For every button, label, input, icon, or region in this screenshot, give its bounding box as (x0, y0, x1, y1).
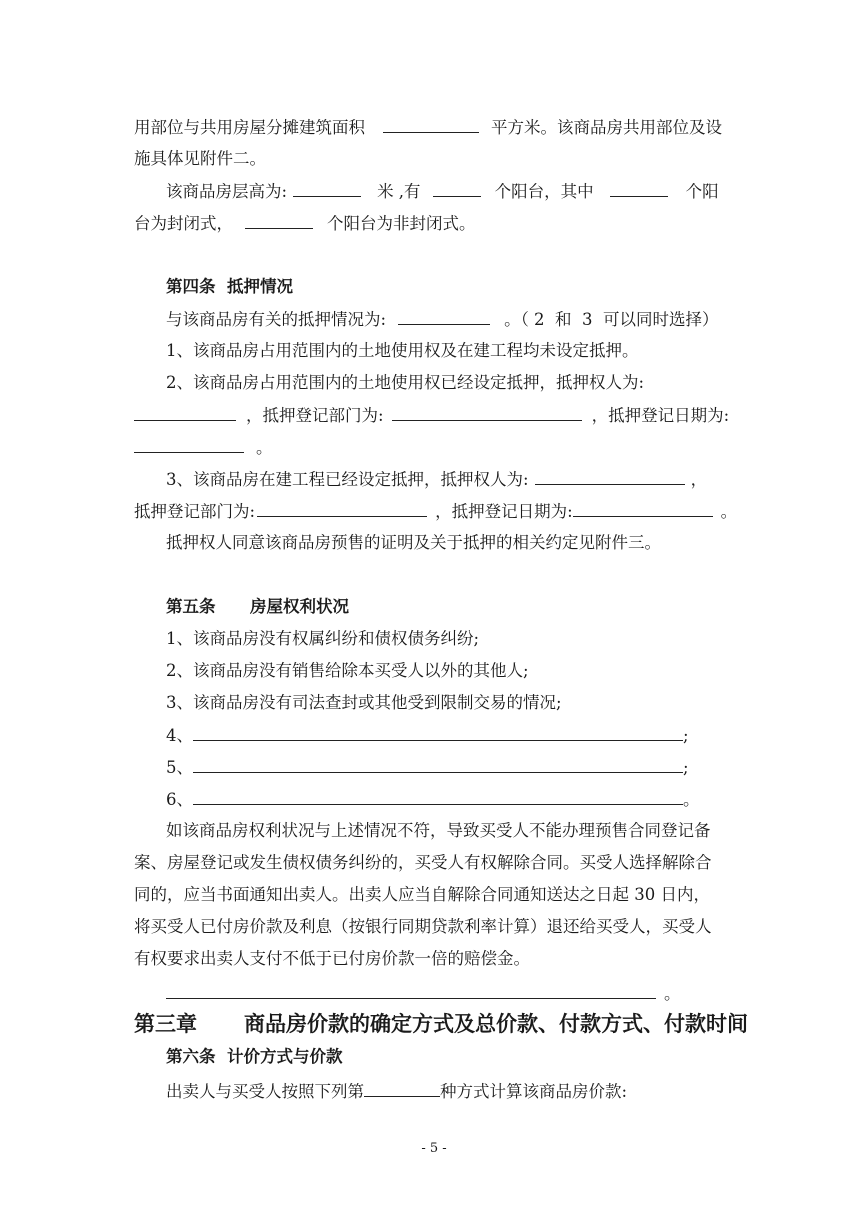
text: ; (683, 758, 689, 777)
article-4-item-2-cont (134, 404, 729, 426)
blank-pricing-method[interactable] (364, 1080, 440, 1097)
text: 第六条 计价方式与价款 (166, 1047, 343, 1066)
text: 个阳台，其中 (494, 182, 594, 201)
blank-shared-area[interactable] (383, 116, 479, 133)
text: 如该商品房权利状况与上述情况不符，导致买受人不能办理预售合同登记备 (166, 821, 711, 840)
text: 1、该商品房没有权属纠纷和债权债务纠纷; (166, 629, 480, 648)
article-5-extra-line (166, 982, 681, 1004)
text: 第四条 抵押情况 (166, 277, 293, 296)
text: 用部位与共用房屋分摊建筑面积 (134, 118, 365, 137)
blank-item-4[interactable] (193, 724, 683, 741)
chapter-3-label (134, 1010, 197, 1038)
article-5-item-2 (166, 660, 529, 682)
text: 个阳台为非封闭式。 (327, 214, 476, 233)
text: 抵押权人同意该商品房预售的证明及关于抵押的相关约定见附件三。 (166, 533, 661, 552)
text: 抵押登记部门为: (134, 502, 256, 521)
article-5-item-1 (166, 628, 479, 650)
text: 2、该商品房占用范围内的土地使用权已经设定抵押，抵押权人为: (166, 373, 645, 392)
text: 第五条 房屋权利状况 (166, 597, 349, 616)
text: 6、 (166, 790, 193, 809)
blank-mortgagee-3[interactable] (535, 468, 685, 485)
blank-balcony-count[interactable] (433, 180, 481, 197)
text: 商品房价款的确定方式及总价款、付款方式、付款时间 (244, 1011, 748, 1036)
text: ，抵押登记日期为: (591, 406, 730, 425)
blank-registration-dept-2[interactable] (392, 404, 582, 421)
text: 平方米。该商品房共用部位及设 (491, 118, 722, 137)
article-6-line (166, 1080, 627, 1102)
article-5-para-line-5 (134, 948, 530, 970)
text: 第三章 (134, 1011, 197, 1036)
text: 4、 (166, 726, 193, 745)
text: 台为封闭式， (134, 214, 233, 233)
blank-registration-date-3[interactable] (573, 500, 713, 517)
text: 3、该商品房在建工程已经设定抵押，抵押权人为: (166, 470, 529, 489)
article-4-item-2 (166, 372, 644, 394)
text: ， (690, 470, 708, 489)
article-4-item-3-cont (134, 500, 737, 522)
text: 出卖人与买受人按照下列第 (166, 1082, 364, 1101)
article-5-item-6 (166, 788, 700, 810)
blank-item-6[interactable] (193, 788, 683, 805)
article-5-para-line-4 (134, 916, 712, 938)
article-4-note (166, 532, 661, 554)
article-5-para-line-2 (134, 852, 712, 874)
text: ，抵押登记部门为: (246, 406, 384, 425)
blank-floor-height[interactable] (293, 180, 361, 197)
article-5-item-5 (166, 756, 689, 778)
blank-mortgage-status[interactable] (398, 308, 490, 325)
article-4-item-3 (166, 468, 707, 490)
text: 。 (683, 790, 700, 809)
text: 与该商品房有关的抵押情况为: (166, 310, 387, 329)
text: 个阳 (685, 182, 719, 201)
text: 2、该商品房没有销售给除本买受人以外的其他人; (166, 661, 529, 680)
article-6-title (166, 1046, 343, 1068)
balcony-line (134, 212, 476, 234)
blank-closed-balcony[interactable] (610, 180, 668, 197)
article-4-intro (166, 308, 719, 330)
text: 该商品房层高为: (166, 182, 288, 201)
article-4-item-1 (166, 340, 639, 362)
blank-open-balcony[interactable] (245, 212, 313, 229)
text: 。 (664, 984, 681, 1003)
article-4-item-2-date (134, 436, 273, 458)
blank-registration-date-2[interactable] (134, 436, 244, 453)
text: 将买受人已付房价款及利息（按银行同期贷款利率计算）退还给买受人，买受人 (134, 917, 712, 936)
text: 种方式计算该商品房价款: (440, 1082, 628, 1101)
area-line (134, 116, 722, 138)
article-5-item-4 (166, 724, 689, 746)
blank-item-5[interactable] (193, 756, 683, 773)
text: 同的，应当书面通知出卖人。出卖人应当自解除合同通知送达之日起 30 日内， (134, 885, 710, 904)
text: 案、房屋登记或发生债权债务纠纷的，买受人有权解除合同。买受人选择解除合 (134, 853, 712, 872)
floor-height-line (166, 180, 719, 202)
blank-mortgagee-2[interactable] (134, 404, 236, 421)
text: ; (683, 726, 689, 745)
text: 。（ 2 和 3 可以同时选择） (504, 310, 719, 329)
text: 1、该商品房占用范围内的土地使用权及在建工程均未设定抵押。 (166, 341, 639, 360)
chapter-3-title (244, 1010, 748, 1038)
text: 。 (256, 438, 273, 457)
blank-registration-dept-3[interactable] (257, 500, 427, 517)
article-5-title (166, 596, 349, 618)
text: 3、该商品房没有司法查封或其他受到限制交易的情况; (166, 693, 562, 712)
text: 5、 (166, 758, 193, 777)
text: 。 (720, 502, 738, 521)
page-number: - 5 - (421, 1141, 447, 1156)
text: 有权要求出卖人支付不低于已付房价款一倍的赔偿金。 (134, 949, 530, 968)
article-5-para-line-3 (134, 884, 710, 906)
article-4-title (166, 276, 293, 298)
blank-extra-terms[interactable] (166, 982, 656, 999)
text: ，抵押登记日期为: (435, 502, 573, 521)
text: 施具体见附件二。 (134, 149, 266, 168)
text: 米 ,有 (377, 182, 421, 201)
article-5-para-line-1 (166, 820, 711, 842)
annex-line (134, 148, 266, 170)
article-5-item-3 (166, 692, 562, 714)
